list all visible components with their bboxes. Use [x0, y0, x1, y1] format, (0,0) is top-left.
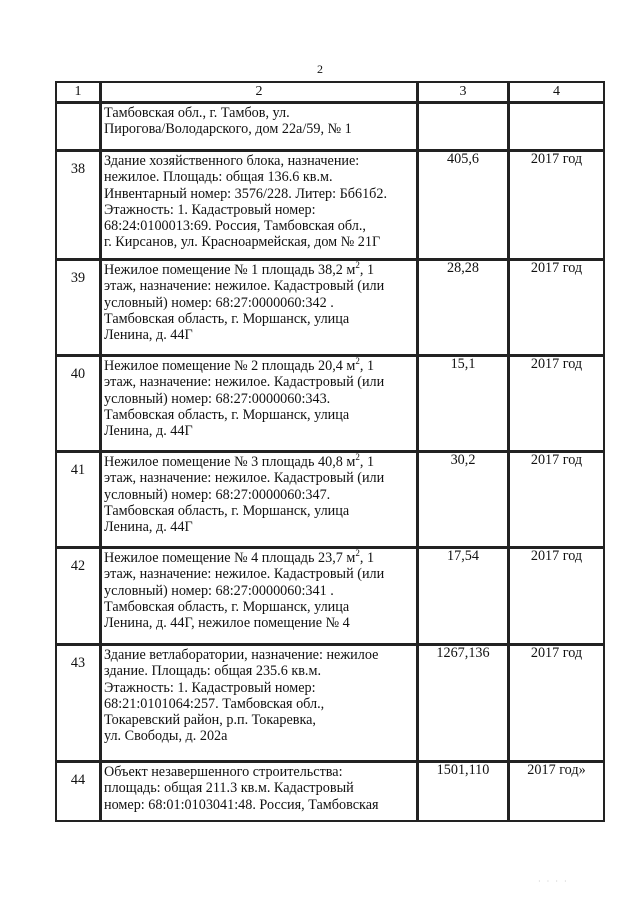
year-cell: 2017 год» [509, 762, 605, 822]
page-number: 2 [317, 62, 323, 76]
property-table-body [56, 82, 605, 822]
table-row [56, 645, 605, 762]
row-number: 42 [70, 558, 86, 574]
description-line: 68:21:0101064:257. Тамбовская обл., [104, 695, 325, 712]
property-description-cell [101, 260, 418, 356]
description-line: Тамбовская область, г. Моршанск, улица [104, 598, 350, 615]
description-line: этаж, назначение: нежилое. Кадастровый (или [104, 374, 385, 391]
property-description-cell [101, 452, 418, 548]
description-line: ул. Свободы, д. 202а [104, 728, 228, 745]
property-description-cell [101, 645, 418, 762]
scan-artifact: · · · · [538, 877, 569, 886]
table-row [56, 103, 605, 151]
row-number: 43 [70, 655, 86, 671]
row-number-cell [56, 645, 101, 762]
row-number-cell [56, 548, 101, 645]
value-cell: 405,6 [418, 151, 509, 260]
year-cell: 2017 год [509, 548, 605, 645]
description-line: номер: 68:01:0103041:48. Россия, Тамбовская [104, 796, 379, 813]
column-header-3: 3 [418, 82, 509, 103]
description-line: Нежилое помещение № 3 площадь 40,8 $м^2$, 1 [104, 452, 375, 470]
row-number [56, 103, 100, 113]
table-row [56, 452, 605, 548]
row-number: 38 [70, 161, 86, 177]
description-line: этаж, назначение: нежилое. Кадастровый (или [104, 566, 385, 583]
table-row [56, 151, 605, 260]
value-cell: 28,28 [418, 260, 509, 356]
description-line: Здание хозяйственного блока, назначение: [104, 153, 360, 169]
description-line: условный) номер: 68:27:0000060:347. [104, 486, 331, 503]
value-cell: 1267,136 [418, 645, 509, 762]
column-header-2: 2 [101, 82, 418, 103]
description-line: Тамбовская обл., г. Тамбов, ул. [104, 105, 290, 121]
value-cell: 1501,110 [418, 762, 509, 822]
property-description-cell [101, 762, 418, 822]
year-cell [509, 103, 605, 151]
property-description-cell [101, 103, 418, 151]
row-number-cell [56, 452, 101, 548]
description-line: условный) номер: 68:27:0000060:342 . [104, 294, 334, 311]
value-cell: 15,1 [418, 356, 509, 452]
description-line: нежилое. Площадь: общая 136.6 кв.м. [104, 169, 333, 186]
row-number-cell [56, 151, 101, 260]
property-description-cell [101, 151, 418, 260]
value-cell [418, 103, 509, 151]
row-number-cell [56, 762, 101, 822]
row-number: 39 [70, 270, 86, 286]
description-line: Тамбовская область, г. Моршанск, улица [104, 502, 350, 519]
description-line: Здание ветлаборатории, назначение: нежилое [104, 647, 379, 663]
year-cell: 2017 год [509, 356, 605, 452]
description-line: Нежилое помещение № 2 площадь 20,4 $м^2$, 1 [104, 356, 375, 374]
row-number-cell [56, 260, 101, 356]
table-row [56, 548, 605, 645]
property-description-cell [101, 356, 418, 452]
value-cell: 30,2 [418, 452, 509, 548]
row-number-cell [56, 356, 101, 452]
description-line: Этажность: 1. Кадастровый номер: [104, 201, 316, 218]
table-row [56, 762, 605, 822]
year-cell: 2017 год [509, 645, 605, 762]
description-line: условный) номер: 68:27:0000060:341 . [104, 582, 334, 599]
description-line: Ленина, д. 44Г [104, 423, 193, 440]
year-cell: 2017 год [509, 452, 605, 548]
description-line: Инвентарный номер: 3576/228. Литер: Бб61б2. [104, 185, 388, 202]
description-line: Ленина, д. 44Г [104, 327, 193, 344]
table-row [56, 356, 605, 452]
description-line: Нежилое помещение № 4 площадь 23,7 $м^2$, 1 [104, 548, 375, 566]
value-cell: 17,54 [418, 548, 509, 645]
description-line: этаж, назначение: нежилое. Кадастровый (или [104, 470, 385, 487]
description-line: Ленина, д. 44Г, нежилое помещение № 4 [104, 615, 350, 632]
property-description-cell [101, 548, 418, 645]
description-line: Ленина, д. 44Г [104, 519, 193, 536]
row-number-cell [56, 103, 101, 151]
description-line: Объект незавершенного строительства: [104, 764, 343, 780]
year-cell: 2017 год [509, 260, 605, 356]
description-line: условный) номер: 68:27:0000060:343. [104, 390, 331, 407]
column-header-4: 4 [509, 82, 605, 103]
row-number: 41 [70, 462, 86, 478]
row-number: 44 [70, 772, 86, 788]
description-line: 68:24:0100013:69. Россия, Тамбовская обл., [104, 218, 366, 235]
description-line: Нежилое помещение № 1 площадь 38,2 $м^2$, 1 [104, 260, 375, 278]
year-cell: 2017 год [509, 151, 605, 260]
row-number: 40 [70, 366, 86, 382]
description-line: Этажность: 1. Кадастровый номер: [104, 679, 316, 696]
table-header-row [56, 82, 605, 103]
property-table [55, 81, 605, 822]
description-line: Токаревский район, р.п. Токаревка, [104, 712, 316, 729]
table-row [56, 260, 605, 356]
description-line: Тамбовская область, г. Моршанск, улица [104, 406, 350, 423]
description-line: этаж, назначение: нежилое. Кадастровый (или [104, 278, 385, 295]
description-line: здание. Площадь: общая 235.6 кв.м. [104, 663, 321, 680]
description-line: площадь: общая 211.3 кв.м. Кадастровый [104, 780, 354, 797]
column-header-1: 1 [56, 82, 101, 103]
description-line: г. Кирсанов, ул. Красноармейская, дом № 21Г [104, 234, 381, 251]
description-line: Тамбовская область, г. Моршанск, улица [104, 310, 350, 327]
description-line: Пирогова/Володарского, дом 22а/59, № 1 [104, 121, 352, 138]
